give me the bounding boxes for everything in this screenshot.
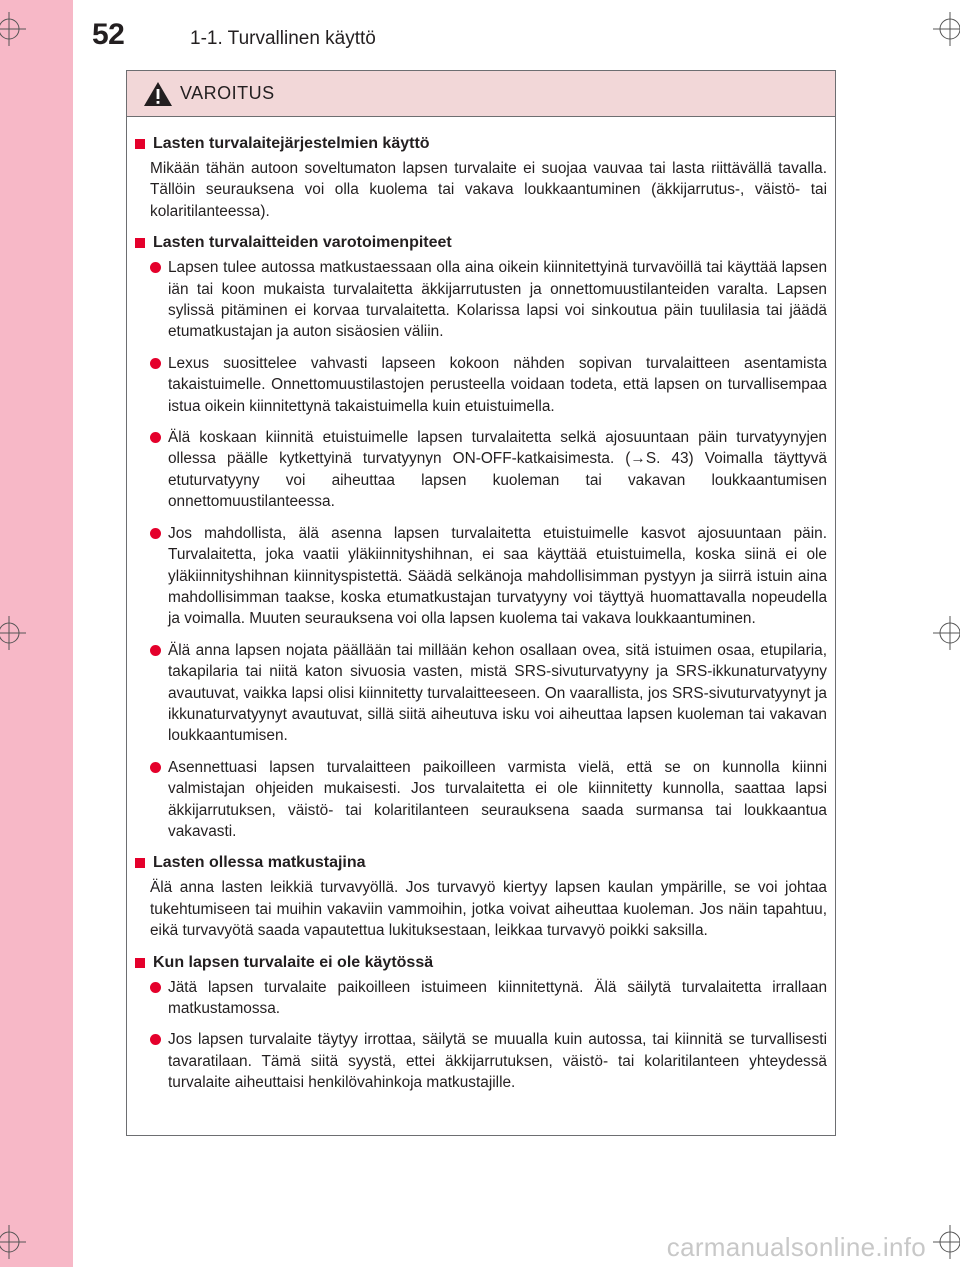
bullet-item — [150, 427, 827, 513]
bullet-item — [150, 757, 827, 843]
bullet-item — [150, 353, 827, 417]
registration-mark-icon — [0, 1225, 26, 1259]
registration-mark-icon — [933, 12, 960, 46]
section-heading-text: Kun lapsen turvalaite ei ole käytössä — [153, 953, 434, 971]
bullet-text: Lexus suosittelee vahvasti lapseen kokoon nähden sopivan turvalaitteen asentamista takaistuimelle. Onnettomuustilastojen perusteella voidaan todeta, että lapsen on turvallisempaa istua oikein kiinnitettynä takaistuimella kuin etuistuimella. — [168, 354, 827, 415]
bullet-text: Asennettuasi lapsen turvalaitteen paikoilleen varmista vielä, että se on kunnolla kiinni valmistajan ohjeiden mukaisesti. Jos turvalaitetta ei ole kiinnitetty kunnolla, saattaa lapsi äkkijarrutuksen, väistö- tai kolaritilanteen seurauksena saada surmansa tai loukkaantua vakavasti. — [168, 758, 827, 840]
registration-mark-icon — [0, 616, 26, 650]
warning-body — [127, 117, 835, 1094]
section-heading-text: Lasten turvalaitejärjestelmien käyttö — [153, 135, 430, 152]
red-dot-bullet-icon — [150, 762, 161, 773]
bullet-item — [150, 640, 827, 747]
red-dot-bullet-icon — [150, 982, 161, 993]
warning-section-heading — [135, 232, 827, 254]
bullet-item — [150, 257, 827, 343]
section-heading-text: Lasten ollessa matkustajina — [153, 854, 366, 872]
warning-header — [127, 71, 835, 117]
registration-mark-icon — [0, 12, 26, 46]
warning-title: VAROITUS — [180, 83, 275, 103]
bullet-item — [150, 1029, 827, 1093]
bullet-text: Älä anna lapsen nojata päällään tai millään kehon osallaan ovea, sitä istuimen osaa, etupilaria, takapilaria tai niitä katon sivuosia vasten, mistä SRS-sivuturvatyyny ja SRS-ikkunaturvatyyny avautuvat, vaikka lapsi olisi kiinnitetty turvalaitteeseen. On vaarallista, jos SRS-sivuturvatyynyt ja ikkunaturvatyynyt avautuvat, sillä siitä aiheutuva isku voi aiheuttaa lapsen kuoleman tai vakavan loukkaantumisen. — [168, 641, 827, 745]
bullet-item — [150, 523, 827, 630]
bullet-text: Jos lapsen turvalaite täytyy irrottaa, säilytä se muualla kuin autossa, tai kiinnitä se turvallisesti tavaratilaan. Tämä siitä syystä, ettei äkkijarrutuksen, väistö- tai kolaritilanteen yhteydessä turvalaite aiheuttaisi henkilövahinkoja matkustajille. — [168, 1031, 827, 1092]
section-paragraph: Mikään tähän autoon soveltumaton lapsen turvalaite ei suojaa vauvaa tai lasta riittävällä tavalla. Tällöin seurauksena voi olla kuolema tai vakava loukkaantuminen (äkkijarrutus-, väistö- tai kolaritilanteessa). — [150, 160, 827, 220]
red-square-bullet-icon — [135, 139, 145, 149]
red-dot-bullet-icon — [150, 645, 161, 656]
red-dot-bullet-icon — [150, 262, 161, 273]
warning-box — [126, 70, 836, 1136]
warning-triangle-icon — [143, 81, 173, 107]
red-dot-bullet-icon — [150, 358, 161, 369]
bullet-item — [150, 977, 827, 1020]
warning-section-heading — [135, 952, 827, 974]
red-dot-bullet-icon — [150, 432, 161, 443]
registration-mark-icon — [933, 1225, 960, 1259]
section-heading-text: Lasten turvalaitteiden varotoimenpiteet — [153, 234, 452, 252]
section-title: 1-1. Turvallinen käyttö — [190, 28, 376, 49]
warning-section-heading — [135, 133, 827, 155]
registration-mark-icon — [933, 616, 960, 650]
bullet-text: Lapsen tulee autossa matkustaessaan olla aina oikein kiinnitettyinä turvavöillä tai käyttää lapsen iän tai koon mukaista turvalaitetta äkkijarrutusten ja onnettomuustilanteiden varalta. Lapsen sylissä pitäminen ei korvaa turvalaitetta. Kolarissa lapsi voi sinkoutua päin tuulilasia tai jäädä etumatkustajan ja auton sisäosien väliin. — [168, 259, 827, 341]
section-paragraph: Älä anna lasten leikkiä turvavyöllä. Jos turvavyö kiertyy lapsen kaulan ympärille, se voi johtaa tukehtumiseen tai muihin vakaviin vammoihin, jotka voivat aiheuttaa kuoleman. Jos näin tapahtuu, eikä turvavyötä saada vapautettua lukituksestaan, leikkaa turvavyö poikki saksilla. — [150, 879, 827, 940]
red-dot-bullet-icon — [150, 1034, 161, 1045]
red-square-bullet-icon — [135, 858, 145, 868]
bullet-text: Jätä lapsen turvalaite paikoilleen istuimeen kiinnitettynä. Älä säilytä turvalaitetta irrallaan matkustamossa. — [168, 978, 827, 1017]
red-dot-bullet-icon — [150, 528, 161, 539]
warning-section-heading — [135, 852, 827, 874]
watermark: carmanualsonline.info — [666, 1232, 926, 1262]
page-number: 52 — [92, 18, 125, 51]
red-square-bullet-icon — [135, 958, 145, 968]
red-square-bullet-icon — [135, 238, 145, 248]
bullet-text: Jos mahdollista, älä asenna lapsen turvalaitetta etuistuimelle kasvot ajosuuntaan päin. Turvalaitetta, joka vaatii yläkiinnityshihnan, ei saa käyttää etuistuimella, koska siinä ei ole yläkiinnityshihnan kiinnityspistettä. Säädä selkänoja mahdollisimman pystyyn ja siirrä istuin aina mahdollisimman taakse, koska etumatkustajan turvatyyny voi täyttyä huomattavalla nopeudella ja voimalla. Muuten seurauksena voi olla lapsen kuolema tai vakava loukkaantuminen. — [168, 524, 827, 628]
bullet-text: Älä koskaan kiinnitä etuistuimelle lapsen turvalaitetta selkä ajosuuntaan päin turvatyynyjen ollessa päälle kytkettyinä turvatyynyn ON-OFF-katkaisimesta. (→S. 43) Voimalla täyttyvä etuturvatyyny voi aiheuttaa lapsen kuoleman tai vakavan loukkaantumisen onnettomuustilanteessa. — [168, 429, 827, 511]
